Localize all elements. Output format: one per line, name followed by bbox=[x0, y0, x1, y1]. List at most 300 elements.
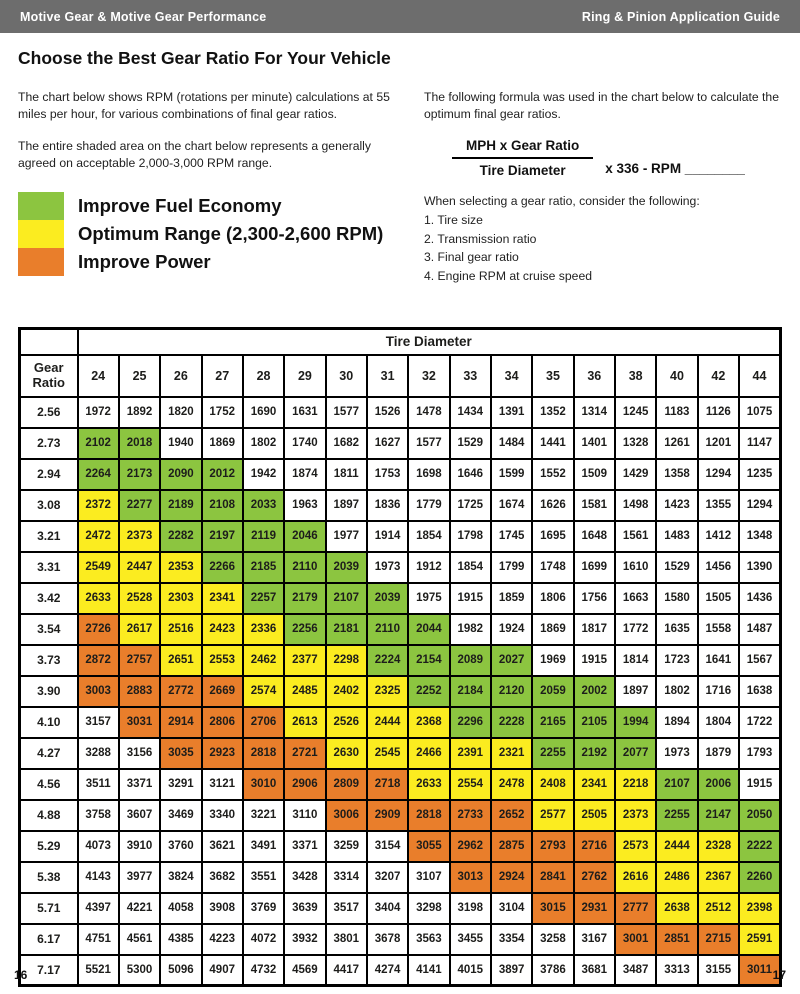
rpm-cell: 3340 bbox=[202, 800, 243, 831]
page-number-left: 16 bbox=[14, 968, 28, 982]
table-row bbox=[20, 738, 781, 769]
rpm-cell: 1674 bbox=[491, 490, 532, 521]
rpm-cell: 2726 bbox=[78, 614, 119, 645]
rpm-cell: 2721 bbox=[284, 738, 325, 769]
rpm-cell: 1529 bbox=[450, 428, 491, 459]
tire-diameter-col-32: 32 bbox=[408, 355, 449, 397]
rpm-cell: 1854 bbox=[450, 552, 491, 583]
rpm-cell: 1663 bbox=[615, 583, 656, 614]
rpm-cell: 2147 bbox=[698, 800, 739, 831]
rpm-cell: 3006 bbox=[326, 800, 367, 831]
rpm-cell: 2189 bbox=[160, 490, 201, 521]
rpm-cell: 1975 bbox=[408, 583, 449, 614]
table-row bbox=[20, 552, 781, 583]
rpm-cell: 1799 bbox=[491, 552, 532, 583]
rpm-cell: 2883 bbox=[119, 676, 160, 707]
rpm-cell: 1401 bbox=[574, 428, 615, 459]
rpm-cell: 1699 bbox=[574, 552, 615, 583]
rpm-cell: 2192 bbox=[574, 738, 615, 769]
legend-label: Optimum Range (2,300-2,600 RPM) bbox=[78, 223, 384, 245]
rpm-cell: 1478 bbox=[408, 397, 449, 428]
rpm-cell: 2630 bbox=[326, 738, 367, 769]
rpm-cell: 2909 bbox=[367, 800, 408, 831]
rpm-cell: 2931 bbox=[574, 893, 615, 924]
intro-section bbox=[18, 89, 782, 327]
rpm-cell: 3011 bbox=[739, 955, 781, 986]
rpm-cell: 2793 bbox=[532, 831, 573, 862]
rpm-cell: 3155 bbox=[698, 955, 739, 986]
rpm-cell: 1526 bbox=[367, 397, 408, 428]
rpm-cell: 2818 bbox=[243, 738, 284, 769]
rpm-cell: 1348 bbox=[739, 521, 781, 552]
rpm-cell: 4397 bbox=[78, 893, 119, 924]
rpm-cell: 2367 bbox=[698, 862, 739, 893]
rpm-cell: 2617 bbox=[119, 614, 160, 645]
rpm-cell: 5300 bbox=[119, 955, 160, 986]
rpm-cell: 2545 bbox=[367, 738, 408, 769]
rpm-cell: 1328 bbox=[615, 428, 656, 459]
rpm-cell: 1874 bbox=[284, 459, 325, 490]
rpm-cell: 3015 bbox=[532, 893, 573, 924]
tire-diameter-col-42: 42 bbox=[698, 355, 739, 397]
rpm-cell: 3758 bbox=[78, 800, 119, 831]
rpm-cell: 2107 bbox=[656, 769, 697, 800]
rpm-cell: 2633 bbox=[78, 583, 119, 614]
tire-diameter-col-40: 40 bbox=[656, 355, 697, 397]
rpm-cell: 2328 bbox=[698, 831, 739, 862]
rpm-cell: 3681 bbox=[574, 955, 615, 986]
rpm-cell: 2423 bbox=[202, 614, 243, 645]
rpm-cell: 2120 bbox=[491, 676, 532, 707]
rpm-cell: 2554 bbox=[450, 769, 491, 800]
rpm-cell: 1245 bbox=[615, 397, 656, 428]
rpm-cell: 1793 bbox=[739, 738, 781, 769]
rpm-cell: 4751 bbox=[78, 924, 119, 955]
table-row bbox=[20, 397, 781, 428]
rpm-cell: 3932 bbox=[284, 924, 325, 955]
table-row bbox=[20, 459, 781, 490]
table-row bbox=[20, 831, 781, 862]
rpm-cell: 1456 bbox=[698, 552, 739, 583]
tire-diameter-col-36: 36 bbox=[574, 355, 615, 397]
rpm-cell: 1567 bbox=[739, 645, 781, 676]
rpm-cell: 2108 bbox=[202, 490, 243, 521]
rpm-cell: 1429 bbox=[615, 459, 656, 490]
rpm-cell: 1641 bbox=[698, 645, 739, 676]
rpm-cell: 1610 bbox=[615, 552, 656, 583]
rpm-cell: 1897 bbox=[326, 490, 367, 521]
rpm-cell: 3354 bbox=[491, 924, 532, 955]
rpm-cell: 1820 bbox=[160, 397, 201, 428]
rpm-cell: 1487 bbox=[739, 614, 781, 645]
rpm-cell: 3154 bbox=[367, 831, 408, 862]
rpm-cell: 2613 bbox=[284, 707, 325, 738]
rpm-cell: 1811 bbox=[326, 459, 367, 490]
gear-ratio-header: Gear Ratio bbox=[20, 355, 78, 397]
rpm-cell: 2373 bbox=[615, 800, 656, 831]
rpm-cell: 2402 bbox=[326, 676, 367, 707]
rpm-cell: 1802 bbox=[243, 428, 284, 459]
rpm-cell: 2574 bbox=[243, 676, 284, 707]
rpm-cell: 4569 bbox=[284, 955, 325, 986]
rpm-cell: 4417 bbox=[326, 955, 367, 986]
rpm-cell: 2077 bbox=[615, 738, 656, 769]
rpm-cell: 1802 bbox=[656, 676, 697, 707]
rpm-cell: 2841 bbox=[532, 862, 573, 893]
rpm-cell: 2102 bbox=[78, 428, 119, 459]
page-content bbox=[0, 48, 800, 987]
rpm-cell: 1261 bbox=[656, 428, 697, 459]
rpm-cell: 3678 bbox=[367, 924, 408, 955]
intro-right-column bbox=[396, 89, 782, 327]
rpm-cell: 1436 bbox=[739, 583, 781, 614]
rpm-cell: 3517 bbox=[326, 893, 367, 924]
rpm-cell: 4143 bbox=[78, 862, 119, 893]
rpm-cell: 2924 bbox=[491, 862, 532, 893]
rpm-cell: 1798 bbox=[450, 521, 491, 552]
gear-ratio-cell: 5.29 bbox=[20, 831, 78, 862]
rpm-cell: 1577 bbox=[408, 428, 449, 459]
rpm-cell: 3010 bbox=[243, 769, 284, 800]
rpm-cell: 2875 bbox=[491, 831, 532, 862]
rpm-cell: 2633 bbox=[408, 769, 449, 800]
rpm-cell: 4058 bbox=[160, 893, 201, 924]
rpm-cell: 1869 bbox=[202, 428, 243, 459]
rpm-cell: 3156 bbox=[119, 738, 160, 769]
rpm-cell: 1982 bbox=[450, 614, 491, 645]
rpm-cell: 3031 bbox=[119, 707, 160, 738]
tire-diameter-col-29: 29 bbox=[284, 355, 325, 397]
rpm-cell: 2462 bbox=[243, 645, 284, 676]
rpm-cell: 2372 bbox=[78, 490, 119, 521]
rpm-cell: 1498 bbox=[615, 490, 656, 521]
rpm-cell: 2906 bbox=[284, 769, 325, 800]
rpm-cell: 2105 bbox=[574, 707, 615, 738]
rpm-cell: 2718 bbox=[367, 769, 408, 800]
rpm-cell: 2341 bbox=[202, 583, 243, 614]
tire-diameter-col-44: 44 bbox=[739, 355, 781, 397]
rpm-cell: 2119 bbox=[243, 521, 284, 552]
rpm-cell: 2006 bbox=[698, 769, 739, 800]
rpm-cell: 1412 bbox=[698, 521, 739, 552]
rpm-cell: 1648 bbox=[574, 521, 615, 552]
rpm-cell: 1434 bbox=[450, 397, 491, 428]
rpm-cell: 1897 bbox=[615, 676, 656, 707]
tire-diameter-col-33: 33 bbox=[450, 355, 491, 397]
rpm-cell: 2012 bbox=[202, 459, 243, 490]
rpm-cell: 2716 bbox=[574, 831, 615, 862]
rpm-cell: 2018 bbox=[119, 428, 160, 459]
rpm-cell: 1915 bbox=[450, 583, 491, 614]
rpm-cell: 4732 bbox=[243, 955, 284, 986]
gear-ratio-cell: 2.56 bbox=[20, 397, 78, 428]
rpm-cell: 3760 bbox=[160, 831, 201, 862]
gear-ratio-cell: 3.42 bbox=[20, 583, 78, 614]
rpm-cell: 1552 bbox=[532, 459, 573, 490]
rpm-cell: 2669 bbox=[202, 676, 243, 707]
rpm-cell: 3110 bbox=[284, 800, 325, 831]
rpm-cell: 1390 bbox=[739, 552, 781, 583]
rpm-cell: 1201 bbox=[698, 428, 739, 459]
rpm-cell: 2154 bbox=[408, 645, 449, 676]
rpm-cell: 2046 bbox=[284, 521, 325, 552]
rpm-cell: 2398 bbox=[739, 893, 781, 924]
rpm-cell: 3001 bbox=[615, 924, 656, 955]
table-row bbox=[20, 769, 781, 800]
rpm-cell: 1859 bbox=[491, 583, 532, 614]
rpm-cell: 3313 bbox=[656, 955, 697, 986]
tire-diameter-col-35: 35 bbox=[532, 355, 573, 397]
rpm-cell: 1779 bbox=[408, 490, 449, 521]
rpm-cell: 2185 bbox=[243, 552, 284, 583]
rpm-cell: 5521 bbox=[78, 955, 119, 986]
rpm-cell: 2296 bbox=[450, 707, 491, 738]
rpm-cell: 1915 bbox=[739, 769, 781, 800]
rpm-cell: 1748 bbox=[532, 552, 573, 583]
gear-ratio-cell: 3.90 bbox=[20, 676, 78, 707]
rpm-cell: 2373 bbox=[119, 521, 160, 552]
rpm-cell: 2224 bbox=[367, 645, 408, 676]
rpm-cell: 1581 bbox=[574, 490, 615, 521]
rpm-cell: 3003 bbox=[78, 676, 119, 707]
rpm-cell: 1972 bbox=[78, 397, 119, 428]
table-row bbox=[20, 428, 781, 459]
rpm-cell: 2652 bbox=[491, 800, 532, 831]
tire-diameter-col-38: 38 bbox=[615, 355, 656, 397]
rpm-cell: 2526 bbox=[326, 707, 367, 738]
rpm-cell: 2255 bbox=[656, 800, 697, 831]
gear-ratio-cell: 3.31 bbox=[20, 552, 78, 583]
rpm-cell: 2914 bbox=[160, 707, 201, 738]
rpm-cell: 3455 bbox=[450, 924, 491, 955]
rpm-cell: 2577 bbox=[532, 800, 573, 831]
rpm-cell: 1638 bbox=[739, 676, 781, 707]
rpm-cell: 1558 bbox=[698, 614, 739, 645]
gear-ratio-cell: 5.38 bbox=[20, 862, 78, 893]
gear-ratio-cell: 4.27 bbox=[20, 738, 78, 769]
rpm-cell: 3769 bbox=[243, 893, 284, 924]
color-legend bbox=[18, 192, 396, 276]
rpm-cell: 1753 bbox=[367, 459, 408, 490]
rpm-cell: 4073 bbox=[78, 831, 119, 862]
rpm-cell: 1314 bbox=[574, 397, 615, 428]
gear-ratio-cell: 2.94 bbox=[20, 459, 78, 490]
rpm-cell: 2110 bbox=[367, 614, 408, 645]
gear-ratio-cell: 3.21 bbox=[20, 521, 78, 552]
rpm-cell: 4141 bbox=[408, 955, 449, 986]
table-row bbox=[20, 490, 781, 521]
rpm-cell: 1635 bbox=[656, 614, 697, 645]
rpm-cell: 1892 bbox=[119, 397, 160, 428]
rpm-cell: 2851 bbox=[656, 924, 697, 955]
gear-ratio-cell: 3.54 bbox=[20, 614, 78, 645]
rpm-table bbox=[18, 327, 782, 987]
rpm-cell: 3908 bbox=[202, 893, 243, 924]
rpm-cell: 1973 bbox=[367, 552, 408, 583]
rpm-cell: 4221 bbox=[119, 893, 160, 924]
rpm-cell: 4385 bbox=[160, 924, 201, 955]
rpm-cell: 1509 bbox=[574, 459, 615, 490]
rpm-cell: 1529 bbox=[656, 552, 697, 583]
rpm-cell: 3288 bbox=[78, 738, 119, 769]
rpm-cell: 2002 bbox=[574, 676, 615, 707]
rpm-cell: 2228 bbox=[491, 707, 532, 738]
legend-item-optimum-range bbox=[18, 220, 396, 248]
table-row bbox=[20, 955, 781, 986]
tire-diameter-col-28: 28 bbox=[243, 355, 284, 397]
intro-left-column bbox=[18, 89, 396, 327]
rpm-cell: 1423 bbox=[656, 490, 697, 521]
rpm-cell: 3801 bbox=[326, 924, 367, 955]
rpm-cell: 1969 bbox=[532, 645, 573, 676]
legend-swatch-green bbox=[18, 192, 64, 220]
formula-intro: The following formula was used in the chart below to calculate the optimum final gear ratios. bbox=[424, 90, 779, 122]
header-left-title: Motive Gear & Motive Gear Performance bbox=[20, 9, 267, 24]
rpm-cell: 1183 bbox=[656, 397, 697, 428]
table-row bbox=[20, 893, 781, 924]
rpm-cell: 2549 bbox=[78, 552, 119, 583]
intro-paragraph-1: The chart below shows RPM (rotations per minute) calculations at 55 miles per hour, for various combinations of final gear ratios. bbox=[18, 90, 390, 122]
rpm-cell: 1915 bbox=[574, 645, 615, 676]
rpm-cell: 1631 bbox=[284, 397, 325, 428]
rpm-cell: 1294 bbox=[698, 459, 739, 490]
rpm-cell: 2110 bbox=[284, 552, 325, 583]
rpm-cell: 3607 bbox=[119, 800, 160, 831]
rpm-cell: 3511 bbox=[78, 769, 119, 800]
rpm-cell: 1483 bbox=[656, 521, 697, 552]
table-corner-empty bbox=[20, 329, 78, 355]
rpm-cell: 1626 bbox=[532, 490, 573, 521]
rpm-cell: 1994 bbox=[615, 707, 656, 738]
rpm-cell: 2872 bbox=[78, 645, 119, 676]
tire-diameter-col-30: 30 bbox=[326, 355, 367, 397]
rpm-cell: 3487 bbox=[615, 955, 656, 986]
consideration-item: 2. Transmission ratio bbox=[424, 231, 537, 246]
rpm-cell: 1973 bbox=[656, 738, 697, 769]
rpm-cell: 1894 bbox=[656, 707, 697, 738]
rpm-cell: 2173 bbox=[119, 459, 160, 490]
rpm-cell: 2528 bbox=[119, 583, 160, 614]
legend-swatch-orange bbox=[18, 248, 64, 276]
table-row bbox=[20, 676, 781, 707]
rpm-cell: 2472 bbox=[78, 521, 119, 552]
rpm-cell: 1147 bbox=[739, 428, 781, 459]
formula-fraction bbox=[452, 138, 593, 178]
rpm-cell: 2107 bbox=[326, 583, 367, 614]
rpm-cell: 2039 bbox=[326, 552, 367, 583]
rpm-cell: 2762 bbox=[574, 862, 615, 893]
rpm-cell: 3786 bbox=[532, 955, 573, 986]
rpm-cell: 3371 bbox=[284, 831, 325, 862]
rpm-cell: 3157 bbox=[78, 707, 119, 738]
table-row bbox=[20, 862, 781, 893]
rpm-cell: 2809 bbox=[326, 769, 367, 800]
rpm-cell: 1924 bbox=[491, 614, 532, 645]
rpm-cell: 1561 bbox=[615, 521, 656, 552]
rpm-cell: 2512 bbox=[698, 893, 739, 924]
rpm-cell: 2321 bbox=[491, 738, 532, 769]
rpm-cell: 2050 bbox=[739, 800, 781, 831]
tire-diameter-header: Tire Diameter bbox=[78, 329, 781, 355]
rpm-cell: 2777 bbox=[615, 893, 656, 924]
table-row bbox=[20, 707, 781, 738]
consideration-item: 1. Tire size bbox=[424, 212, 483, 227]
gear-ratio-cell: 3.08 bbox=[20, 490, 78, 521]
legend-label: Improve Power bbox=[78, 251, 211, 273]
tire-diameter-col-25: 25 bbox=[119, 355, 160, 397]
rpm-cell: 2197 bbox=[202, 521, 243, 552]
rpm-cell: 4072 bbox=[243, 924, 284, 955]
page-title: Choose the Best Gear Ratio For Your Vehicle bbox=[18, 48, 391, 68]
rpm-cell: 2616 bbox=[615, 862, 656, 893]
rpm-cell: 2391 bbox=[450, 738, 491, 769]
rpm-cell: 1869 bbox=[532, 614, 573, 645]
rpm-cell: 3551 bbox=[243, 862, 284, 893]
rpm-cell: 2165 bbox=[532, 707, 573, 738]
rpm-cell: 2298 bbox=[326, 645, 367, 676]
rpm-cell: 3198 bbox=[450, 893, 491, 924]
rpm-cell: 1817 bbox=[574, 614, 615, 645]
rpm-cell: 2772 bbox=[160, 676, 201, 707]
rpm-cell: 2651 bbox=[160, 645, 201, 676]
table-row bbox=[20, 645, 781, 676]
rpm-cell: 1963 bbox=[284, 490, 325, 521]
formula-suffix: x 336 - RPM ________ bbox=[605, 160, 745, 176]
rpm-cell: 2033 bbox=[243, 490, 284, 521]
rpm-cell: 2089 bbox=[450, 645, 491, 676]
rpm-cell: 1352 bbox=[532, 397, 573, 428]
legend-item-fuel-economy bbox=[18, 192, 396, 220]
rpm-cell: 3055 bbox=[408, 831, 449, 862]
gear-ratio-cell: 5.71 bbox=[20, 893, 78, 924]
rpm-cell: 1294 bbox=[739, 490, 781, 521]
rpm-cell: 3221 bbox=[243, 800, 284, 831]
rpm-cell: 1914 bbox=[367, 521, 408, 552]
rpm-cell: 1940 bbox=[160, 428, 201, 459]
rpm-cell: 2181 bbox=[326, 614, 367, 645]
table-row bbox=[20, 800, 781, 831]
rpm-cell: 3121 bbox=[202, 769, 243, 800]
tire-diameter-col-24: 24 bbox=[78, 355, 119, 397]
rpm-cell: 1126 bbox=[698, 397, 739, 428]
rpm-cell: 2090 bbox=[160, 459, 201, 490]
rpm-cell: 2733 bbox=[450, 800, 491, 831]
rpm-cell: 1806 bbox=[532, 583, 573, 614]
rpm-cell: 3035 bbox=[160, 738, 201, 769]
rpm-cell: 1577 bbox=[326, 397, 367, 428]
rpm-cell: 2706 bbox=[243, 707, 284, 738]
rpm-cell: 1690 bbox=[243, 397, 284, 428]
rpm-cell: 3013 bbox=[450, 862, 491, 893]
rpm-cell: 2962 bbox=[450, 831, 491, 862]
gear-ratio-cell: 4.88 bbox=[20, 800, 78, 831]
rpm-cell: 1745 bbox=[491, 521, 532, 552]
rpm-cell: 2715 bbox=[698, 924, 739, 955]
rpm-cell: 3824 bbox=[160, 862, 201, 893]
legend-item-power bbox=[18, 248, 396, 276]
rpm-cell: 1725 bbox=[450, 490, 491, 521]
rpm-cell: 2485 bbox=[284, 676, 325, 707]
rpm-cell: 2255 bbox=[532, 738, 573, 769]
rpm-cell: 2923 bbox=[202, 738, 243, 769]
rpm-cell: 1441 bbox=[532, 428, 573, 459]
tire-diameter-col-26: 26 bbox=[160, 355, 201, 397]
gear-ratio-cell: 7.17 bbox=[20, 955, 78, 986]
considerations-list bbox=[424, 211, 782, 287]
rpm-cell: 2516 bbox=[160, 614, 201, 645]
consideration-item: 3. Final gear ratio bbox=[424, 250, 519, 265]
consideration-item: 4. Engine RPM at cruise speed bbox=[424, 269, 593, 284]
